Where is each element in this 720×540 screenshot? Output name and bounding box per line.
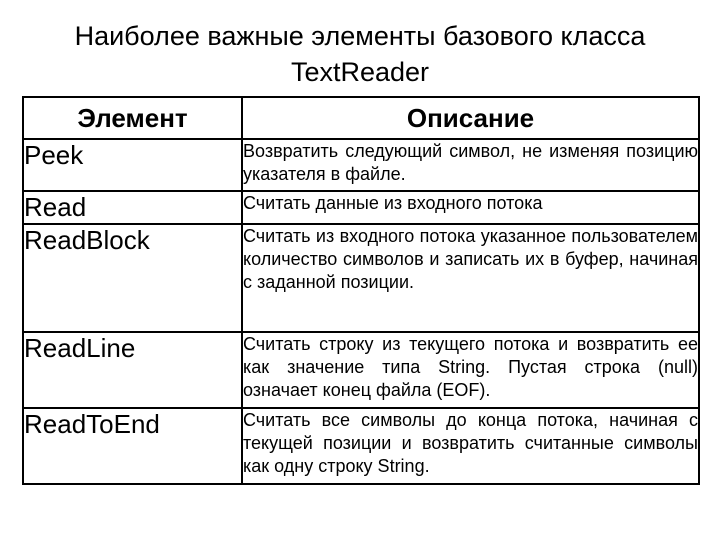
element-description: Считать из входного потока указанное пользователем количество символов и записать их в буфер, начиная с заданной позиции. — [242, 224, 699, 332]
table-row — [23, 191, 699, 224]
element-name: ReadToEnd — [23, 408, 242, 484]
element-description: Считать строку из текущего потока и возвратить ее как значение типа String. Пустая строка (null) означает конец файла (EOF). — [242, 332, 699, 408]
slide-title — [0, 18, 720, 90]
table-row — [23, 139, 699, 191]
table-row — [23, 332, 699, 408]
element-name: Peek — [23, 139, 242, 191]
element-name: ReadBlock — [23, 224, 242, 332]
element-name: Read — [23, 191, 242, 224]
element-name: ReadLine — [23, 332, 242, 408]
element-description: Считать данные из входного потока — [242, 191, 699, 224]
header-description: Описание — [242, 97, 699, 139]
element-description: Считать все символы до конца потока, начиная с текущей позиции и возвратить считанные символы как одну строку String. — [242, 408, 699, 484]
members-table — [22, 96, 700, 485]
element-description: Возвратить следующий символ, не изменяя позицию указателя в файле. — [242, 139, 699, 191]
slide-title-line2: TextReader — [290, 57, 430, 87]
table-row — [23, 224, 699, 332]
header-element: Элемент — [23, 97, 242, 139]
table-header-row — [23, 97, 699, 139]
table-row — [23, 408, 699, 484]
slide-title-line1: Наиболее важные элементы базового класса — [74, 21, 646, 51]
